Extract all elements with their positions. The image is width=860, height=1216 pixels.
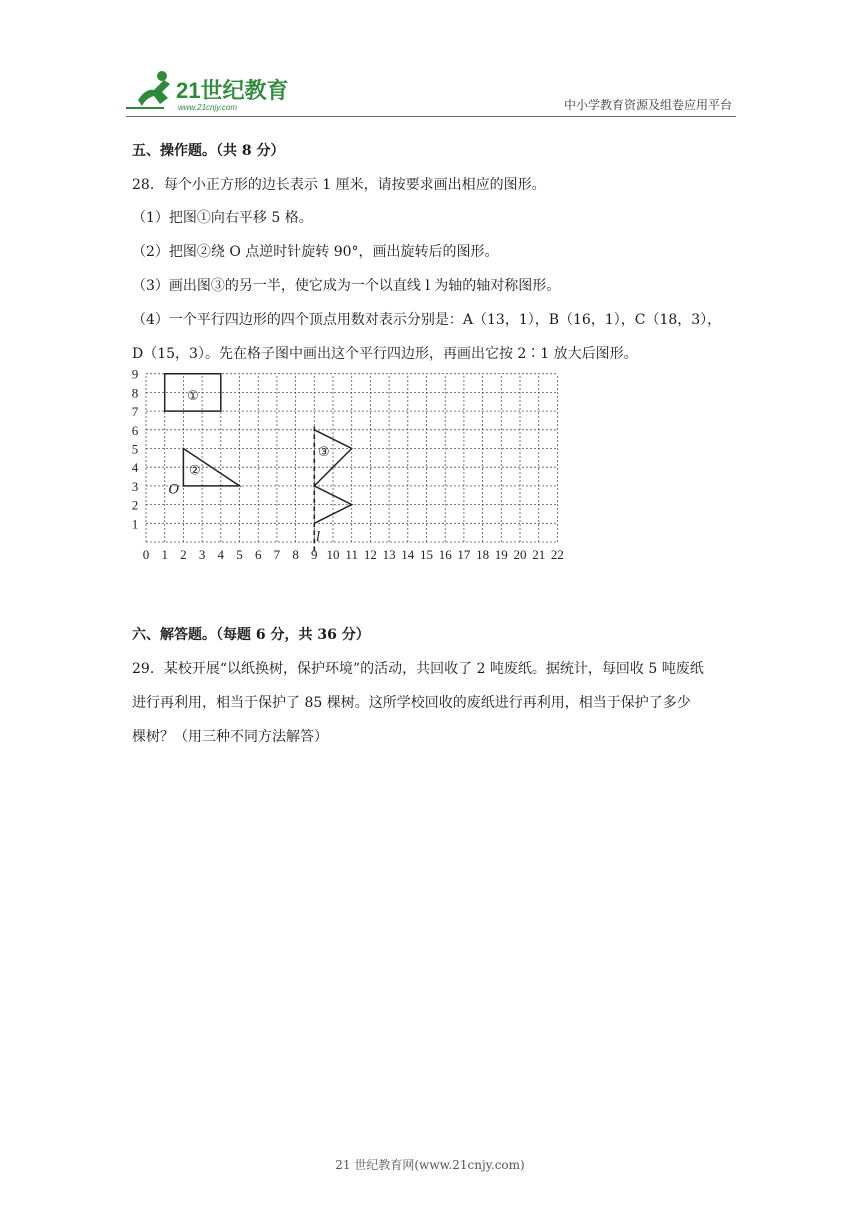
q28-part-2: （2）把图②绕 O 点逆时针旋转 90°，画出旋转后的图形。 (132, 244, 499, 260)
grid-figure (128, 370, 568, 570)
platform-name: 中小学教育资源及组卷应用平台 (563, 98, 732, 112)
y-tick-label: 9 (131, 370, 139, 382)
axis-line-label: l (316, 530, 321, 546)
y-tick-label: 8 (131, 385, 139, 401)
question-29-line-2: 进行再利用，相当于保护了 85 棵树。这所学校回收的废纸进行再利用，相当于保护了多少 (132, 695, 691, 711)
y-tick-label: 6 (131, 422, 139, 438)
section-6-title: 六、解答题。（每题 6 分，共 36 分） (132, 627, 370, 643)
q28-part-1: （1）把图①向右平移 5 格。 (132, 210, 313, 226)
section-5-title: 五、操作题。（共 8 分） (132, 143, 285, 159)
x-tick-label: 17 (457, 547, 471, 562)
y-tick-label: 4 (131, 460, 139, 476)
logo (124, 68, 294, 114)
x-tick-label: 0 (142, 547, 150, 562)
x-tick-label: 8 (292, 547, 299, 562)
origin-label: O (168, 482, 180, 498)
x-tick-label: 3 (198, 547, 206, 562)
svg-text:21世纪教育: 21世纪教育 (176, 78, 289, 103)
x-tick-label: 5 (236, 547, 243, 562)
logo-runner-icon (124, 68, 294, 114)
x-tick-label: 18 (476, 547, 490, 562)
x-tick-label: 14 (401, 547, 415, 562)
q28-part-4-line-1: （4）一个平行四边形的四个顶点用数对表示分别是：A（13，1），B（16，1），C（18，3）， (132, 312, 722, 328)
x-tick-label: 19 (494, 547, 508, 562)
x-tick-label: 9 (311, 547, 318, 562)
svg-text:www.21cnjy.com: www.21cnjy.com (178, 103, 237, 112)
y-tick-label: 7 (131, 404, 139, 420)
x-tick-label: 21 (532, 547, 546, 562)
y-tick-label: 3 (131, 478, 139, 494)
x-tick-label: 7 (273, 547, 281, 562)
x-tick-label: 6 (254, 547, 262, 562)
q28-part-4-line-2: D（15，3）。先在格子图中画出这个平行四边形，再画出它按 2∶1 放大后图形。 (132, 346, 638, 362)
x-tick-label: 20 (513, 547, 527, 562)
x-tick-label: 12 (363, 547, 377, 562)
question-29-line-1: 29．某校开展“以纸换树，保护环境”的活动，共回收了 2 吨废纸。据统计，每回收 5 吨废纸 (132, 661, 704, 677)
question-28: 28．每个小正方形的边长表示 1 厘米，请按要求画出相应的图形。 (132, 177, 546, 193)
shape-1-label: ① (187, 388, 199, 404)
header-divider (126, 116, 736, 117)
x-tick-label: 22 (550, 547, 564, 562)
x-tick-label: 4 (217, 547, 225, 562)
page-footer: 21 世纪教育网(www.21cnjy.com) (335, 1158, 525, 1172)
page-header (0, 0, 860, 124)
x-tick-label: 13 (382, 547, 396, 562)
x-tick-label: 16 (438, 547, 452, 562)
x-tick-label: 2 (180, 547, 187, 562)
q28-part-3: （3）画出图③的另一半，使它成为一个以直线 l 为轴的轴对称图形。 (132, 278, 561, 294)
question-29-line-3: 棵树？（用三种不同方法解答） (132, 729, 328, 745)
shape-2-label: ② (189, 463, 201, 479)
coordinate-grid (128, 370, 568, 570)
x-tick-label: 11 (345, 547, 358, 562)
y-tick-label: 2 (131, 497, 139, 513)
y-tick-label: 5 (131, 441, 139, 457)
x-tick-label: 1 (161, 547, 168, 562)
x-tick-label: 10 (326, 547, 340, 562)
shape-3-label: ③ (318, 444, 330, 460)
y-tick-label: 1 (131, 516, 139, 532)
x-tick-label: 15 (420, 547, 433, 562)
